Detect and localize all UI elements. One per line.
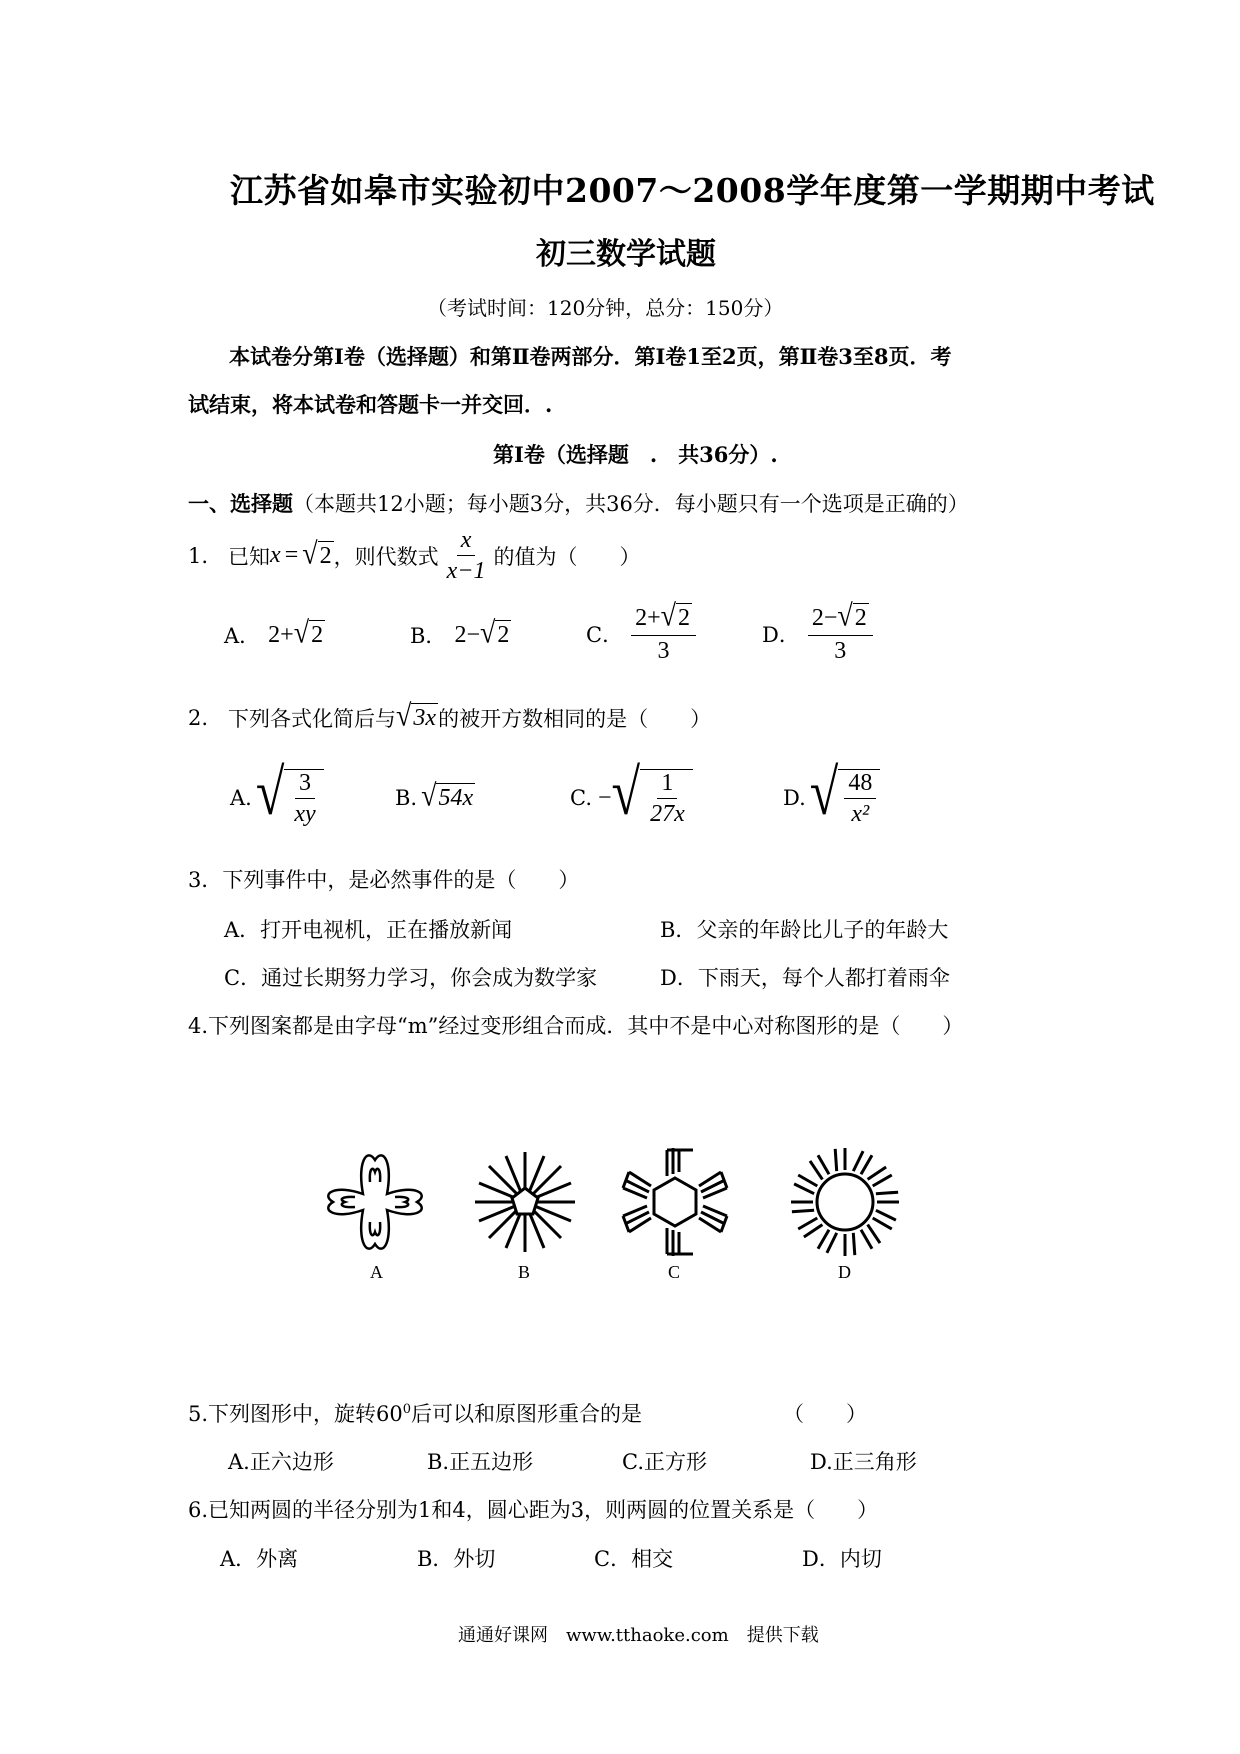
question-1	[188, 527, 640, 585]
option-prefix: 2−	[454, 621, 480, 648]
question-1-eq: =	[284, 542, 299, 569]
question-5-text-a: 5.下列图形中，旋转60	[188, 1402, 403, 1426]
option-sqrt-body: 2	[311, 622, 324, 649]
figure-d-ray	[818, 1155, 829, 1174]
option-fraction	[646, 770, 689, 828]
figure-d-ray	[868, 1167, 887, 1179]
fraction-denominator: 27x	[650, 801, 685, 828]
question-1-var: x	[270, 542, 281, 569]
figure-d-ray	[818, 1230, 829, 1249]
figure-d-ray	[873, 1218, 892, 1229]
question-1-text-b: ，则代数式	[333, 544, 439, 569]
figure-d-ray	[794, 1184, 814, 1194]
figure-d-ray	[861, 1230, 872, 1249]
figure-b	[475, 1152, 575, 1252]
fraction-denominator-text: x−1	[446, 558, 486, 585]
fraction-numerator: 48	[844, 770, 876, 799]
question-2	[188, 699, 712, 734]
intro-line-2: 试结束，将本试卷和答题卡一并交回．.	[188, 392, 553, 417]
figure-d-ray	[876, 1192, 898, 1194]
question-6-option-d: D．内切	[802, 1547, 882, 1571]
figure-d-ray	[804, 1225, 823, 1237]
question-5	[188, 1398, 642, 1428]
figure-d-ray	[873, 1175, 892, 1186]
fraction-denominator: xy	[294, 801, 316, 828]
option-label: A.	[230, 786, 252, 811]
option-sqrt-body: 2	[497, 622, 510, 649]
option-label: C.	[570, 786, 592, 811]
section-title: 第Ⅰ卷（选择题 . 共36分）.	[493, 442, 778, 467]
fraction-numerator: x	[457, 527, 476, 556]
option-fraction	[808, 599, 873, 664]
option-sqrt	[255, 757, 324, 830]
question-5-answer-paren: （ ）	[783, 1402, 867, 1426]
option-sqrt	[837, 599, 868, 634]
figure-d-ray	[853, 1233, 855, 1255]
question-1-text-c: 的值为（ ）	[493, 544, 641, 569]
question-6-option-c: C．相交	[594, 1547, 674, 1571]
radical-icon: √	[421, 779, 437, 814]
question-3-option-b: B．父亲的年龄比儿子的年龄大	[660, 918, 949, 942]
question-2-option-c	[570, 757, 693, 830]
question-1-fraction	[443, 527, 490, 585]
option-label: C．	[586, 622, 624, 647]
figure-d-ray	[876, 1210, 896, 1220]
radical-icon: √	[255, 757, 285, 830]
question-3-option-c: C．通过长期努力学习，你会成为数学家	[224, 966, 598, 990]
question-2-text-b: 的被开方数相同的是（ ）	[438, 707, 712, 731]
question-5-option-c: C.正方形	[622, 1450, 707, 1474]
fraction-numerator	[808, 599, 873, 636]
question-6-option-a: A．外离	[220, 1547, 299, 1571]
question-2-text-a: 下列各式化简后与	[228, 707, 397, 731]
option-sqrt-body: 2	[678, 605, 690, 631]
question-6-option-b: B．外切	[417, 1547, 496, 1571]
question-3-option-a: A．打开电视机，正在播放新闻	[224, 918, 513, 942]
figure-c	[623, 1148, 727, 1256]
section-heading	[188, 488, 969, 518]
radical-icon: √	[293, 616, 310, 651]
question-5-option-b: B.正五边形	[427, 1450, 534, 1474]
option-sqrt-body: 54x	[438, 785, 474, 811]
fraction-denominator	[443, 556, 490, 584]
question-1-text-a: 已知	[228, 544, 271, 569]
option-sqrt-body: 2	[854, 605, 867, 631]
question-2-sqrt	[396, 699, 438, 734]
figure-d-ray	[853, 1151, 863, 1171]
question-6: 6.已知两圆的半径分别为1和4，圆心距为3，则两圆的位置关系是（ ）	[188, 1498, 879, 1522]
intro-line-1: 本试卷分第Ⅰ卷（选择题）和第Ⅱ卷两部分．第Ⅰ卷1至2页，第Ⅱ卷3至8页．考	[229, 344, 952, 369]
question-1-sqrt	[302, 537, 333, 572]
figure-d-ray	[827, 1233, 837, 1253]
option-prefix: 2+	[268, 621, 294, 648]
figure-d	[791, 1148, 899, 1256]
exam-info: （考试时间：120分钟，总分：150分）	[427, 296, 784, 320]
option-fraction	[290, 770, 319, 828]
option-sqrt	[479, 616, 511, 651]
figure-a	[328, 1155, 421, 1248]
option-label: D.	[783, 786, 806, 811]
figure-d-ray	[810, 1161, 822, 1180]
question-2-number: 2.	[188, 706, 209, 730]
option-sqrt	[611, 757, 693, 830]
question-4: 4.下列图案都是由字母“m”经过变形组合而成．其中不是中心对称图形的是（ ）	[188, 1014, 964, 1038]
question-3: 3．下列事件中，是必然事件的是（ ）	[188, 868, 580, 892]
exam-subtitle: 初三数学试题	[536, 237, 716, 272]
radical-icon: √	[660, 599, 676, 634]
page-footer: 通通好课网 www.tthaoke.com 提供下载	[458, 1625, 819, 1646]
figure-d-ray	[798, 1175, 817, 1186]
option-sqrt	[293, 616, 325, 651]
figure-b-label: B	[518, 1262, 531, 1282]
fraction-numerator	[631, 599, 696, 636]
question-1-number: 1.	[188, 543, 209, 568]
option-prefix: 2−	[811, 604, 838, 631]
fraction-denominator: 3	[657, 637, 670, 664]
question-4-figures	[300, 1140, 940, 1305]
option-sign: −	[598, 784, 612, 811]
fraction-numerator: 3	[295, 770, 315, 799]
radical-icon: √	[302, 537, 318, 572]
question-1-option-d	[762, 599, 877, 664]
option-fraction	[631, 599, 696, 664]
option-fraction	[844, 770, 876, 828]
question-2-option-d	[783, 757, 880, 830]
radical-icon: √	[396, 699, 412, 734]
section-heading-label: 一、选择题	[188, 491, 293, 516]
question-3-option-d: D．下雨天，每个人都打着雨伞	[660, 966, 950, 990]
option-sqrt	[421, 779, 475, 814]
figure-d-label: D	[838, 1262, 851, 1282]
section-heading-note: （本题共12小题；每小题3分，共36分．每小题只有一个选项是正确的）	[293, 492, 969, 516]
question-2-sqrt-body: 3x	[413, 705, 437, 732]
figure-a-label: A	[370, 1262, 383, 1282]
figure-c-label: C	[668, 1262, 681, 1282]
option-label: B．	[410, 624, 447, 648]
radical-icon: √	[809, 757, 839, 830]
fraction-denominator: 3	[834, 637, 847, 664]
question-5-option-d: D.正三角形	[810, 1450, 917, 1474]
question-5-text-b: 后可以和原图形重合的是	[411, 1402, 643, 1426]
question-2-option-b	[395, 779, 475, 814]
option-prefix: 2+	[635, 604, 661, 631]
figure-d-ray	[792, 1210, 814, 1212]
radical-icon: √	[479, 616, 496, 651]
option-label: B.	[395, 785, 418, 810]
question-1-option-a	[224, 616, 325, 651]
question-2-option-a	[230, 757, 324, 830]
question-1-option-b	[410, 616, 511, 651]
fraction-numerator: 1	[657, 770, 677, 799]
exam-title: 江苏省如皋市实验初中2007～2008学年度第一学期期中考试	[230, 171, 1155, 210]
fraction-denominator: x²	[851, 801, 870, 828]
option-sqrt	[809, 757, 881, 830]
figure-d-ray	[861, 1155, 872, 1174]
question-1-sqrt-body: 2	[319, 542, 332, 569]
radical-icon: √	[611, 757, 641, 830]
option-sqrt	[660, 599, 692, 634]
question-5-option-a: A.正六边形	[228, 1450, 334, 1474]
radical-icon: √	[837, 599, 853, 634]
figure-d-ray	[798, 1218, 817, 1229]
option-label: A．	[224, 624, 261, 648]
figure-d-ray	[868, 1225, 880, 1244]
question-1-option-c	[586, 599, 700, 664]
question-5-degree: 0	[402, 1402, 412, 1417]
option-label: D．	[762, 622, 800, 647]
figure-d-ray	[835, 1149, 837, 1171]
